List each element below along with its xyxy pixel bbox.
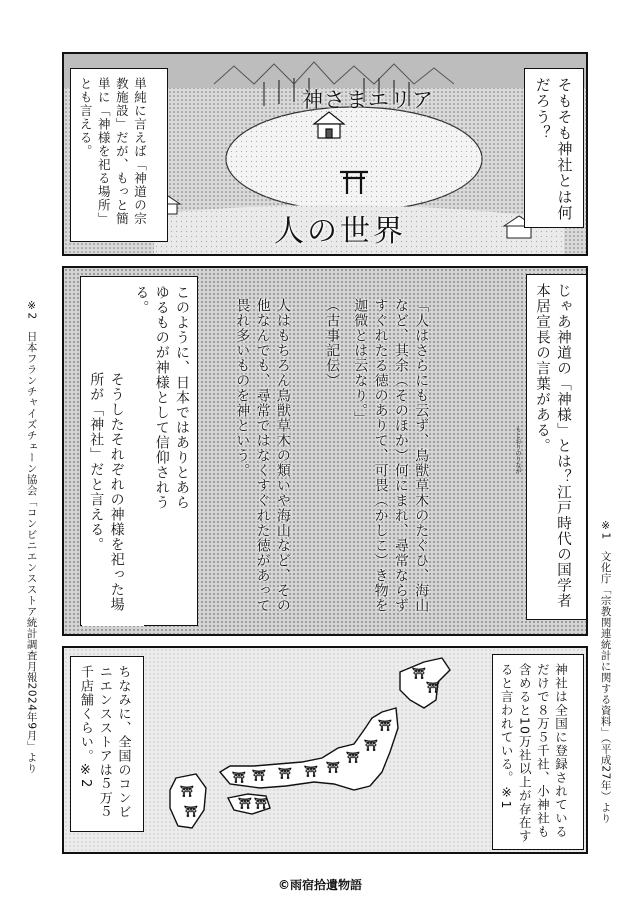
torii-marker-6: ⛩: [326, 761, 340, 774]
caption-what-is-shrine: [524, 68, 584, 228]
torii-marker-12: ⛩: [254, 797, 268, 810]
panel-definition-of-kami: [62, 266, 588, 636]
caption-conclusion-2: [82, 364, 144, 626]
footnote-2: ※2 日本フランチャイズチェーン協会「コンビニエンスストア統計調査月報2024年9月」より: [25, 300, 38, 774]
furigana-motoori: もとおりのりなが: [514, 426, 521, 474]
caption-shrine-count: [492, 654, 584, 850]
caption-convenience-store: [70, 656, 144, 832]
credit: ©雨宿拾遺物語: [277, 878, 362, 892]
torii-marker-8: ⛩: [278, 767, 292, 780]
caption-what-is-shrine-text: そもそも神社とは何だろう？: [533, 77, 574, 221]
torii-marker-11: ⛩: [238, 797, 252, 810]
caption-shrine-count-text: 神社は全国に登録されているだけで８万５千社、小神社も含めると10万社以上が存在すると言われている。※1: [499, 663, 569, 843]
caption-convenience-store-text: ちなみに、全国のコンビニエンスストアは５万５千店舗くらい。※2: [77, 665, 131, 819]
torii-marker-9: ⛩: [252, 769, 266, 782]
panel-shrine-count-map: [62, 646, 588, 854]
modern-translation-text: 人はもちろん鳥獣草木の類いや海山など、その他なんでも、尋常ではなくすぐれた徳があって畏れ多いものを神という。: [234, 298, 291, 613]
kami-area-label: 神さまエリア: [302, 88, 434, 112]
torii-marker-10: ⛩: [232, 771, 246, 784]
human-world-label: 人の世界: [274, 214, 406, 249]
caption-motoori-intro: [526, 274, 588, 620]
torii-marker-7: ⛩: [304, 765, 318, 778]
caption-definition: [70, 68, 168, 242]
map-kyushu: [170, 774, 206, 828]
panel-shrine-illustration: [62, 52, 588, 256]
conclusion-2-text: そうしたそれぞれの神様を祀った場所が「神社」だと言える。: [88, 372, 125, 612]
map-hokkaido: [400, 658, 450, 708]
modern-translation: [232, 298, 324, 614]
caption-definition-text: 単純に言えば「神道の宗教施設」だが、もっと簡単に「神様を祀る場所」とも言える。: [78, 77, 148, 226]
torii-marker-4: ⛩: [364, 739, 378, 752]
torii-marker-1: ⛩: [412, 667, 426, 680]
torii-marker-13: ⛩: [180, 785, 194, 798]
quote-source: （古事記伝）: [324, 298, 341, 388]
torii-marker-14: ⛩: [184, 805, 198, 818]
torii-marker-2: ⛩: [426, 681, 440, 694]
quote-original: [350, 298, 506, 614]
conclusion-1-text: このように、日本ではありとあらゆるものが神様として信仰されうる。: [133, 285, 190, 510]
torii-marker-3: ⛩: [378, 719, 392, 732]
caption-motoori-intro-text: じゃあ神道の「神様」とは？江戸時代の国学者本居宣長の言葉がある。: [534, 283, 572, 609]
quote-original-text: 「人はさらにも云ず、鳥獣草木のたぐひ、海山など、其余（そのほか）何にまれ、尋常ならずすぐれたる徳のありて、可畏（かしこ）き物を迦微とは云なり。」: [352, 298, 430, 613]
torii-marker-5: ⛩: [346, 751, 360, 764]
footnote-1: ※1 文化庁「宗教関連統計に関する資料」（平成27年）より: [599, 520, 612, 824]
